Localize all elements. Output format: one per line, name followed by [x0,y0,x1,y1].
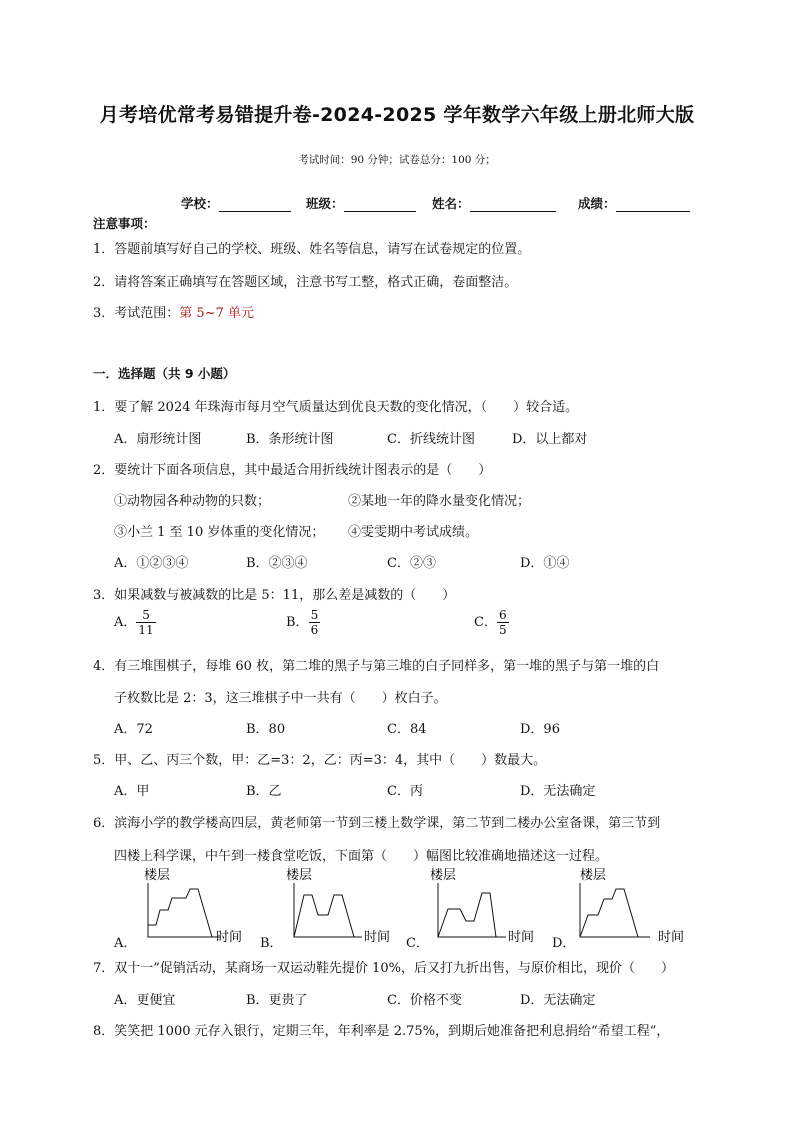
q6-stem-line-2: 四楼上科学课，中午到一楼食堂吃饭，下面第（ ）幅图比较准确地描述这一过程。 [114,849,609,864]
exam-meta: 考试时间：90 分钟；试卷总分：100 分； [298,154,496,166]
q5-option-b[interactable]: B．乙 [246,784,282,799]
q6-option-b[interactable]: B． [260,936,283,951]
q3-option-c[interactable] [474,608,509,637]
score-blank[interactable] [616,197,690,212]
q3-stem: 3．如果减数与被减数的比是 5：11，那么差是减数的（ ） [93,588,456,603]
q5-stem: 5．甲、乙、丙三个数，甲：乙=3：2，乙：丙=3：4，其中（ ）数最大。 [93,753,547,768]
q7-option-c[interactable]: C．价格不变 [387,993,462,1008]
q5-option-a[interactable]: A．甲 [114,784,150,799]
q6-d-ylabel: 楼层 [580,868,607,883]
q2-item-1: ①动物园各种动物的只数； [114,494,271,509]
q3-option-b-label: B． [286,615,309,630]
exam-range: 第 5~7 单元 [179,306,254,321]
page-title: 月考培优常考易错提升卷-2024-2025 学年数学六年级上册北师大版 [99,104,695,126]
q3-option-b-fraction [309,608,321,637]
name-blank[interactable] [470,197,556,212]
q3-c-numerator: 6 [498,608,507,622]
q2-option-d[interactable]: D．①④ [520,556,570,571]
q3-a-denominator: 11 [138,623,154,637]
q2-option-b[interactable]: B．②③④ [246,556,308,571]
q7-option-b[interactable]: B．更贵了 [246,993,308,1008]
q2-item-4: ④雯雯期中考试成绩。 [348,525,479,540]
q6-a-line [148,889,212,937]
q6-d-line [580,889,638,937]
school-blank[interactable] [219,197,291,212]
score-label: 成绩： [578,196,616,211]
q6-option-c[interactable]: C． [406,936,429,951]
notice-heading: 注意事项： [93,216,156,231]
q6-c-line [438,893,496,937]
q5-option-c[interactable]: C．丙 [387,784,423,799]
q2-item-2: ②某地一年的降水量变化情况； [348,494,531,509]
class-blank[interactable] [344,197,416,212]
q1-option-d[interactable]: D．以上都对 [512,432,588,447]
q3-option-a[interactable] [114,608,156,637]
notice-item-2: 2．请将答案正确填写在答题区域，注意书写工整，格式正确，卷面整洁。 [93,275,518,290]
q3-option-c-fraction [497,608,509,637]
class-field[interactable] [306,194,416,212]
q7-option-d[interactable]: D．无法确定 [520,993,596,1008]
q3-c-denominator: 5 [498,623,507,637]
q6-b-xlabel: 时间 [364,930,391,945]
notice-item-3-prefix: 3．考试范围： [93,306,180,321]
school-label: 学校： [181,196,219,211]
notice-item-3 [93,302,254,321]
q3-option-b[interactable] [286,608,320,637]
name-field[interactable] [432,194,556,212]
q2-option-a[interactable]: A．①②③④ [114,556,189,571]
q6-c-xlabel: 时间 [508,930,535,945]
q6-d-xlabel: 时间 [658,930,685,945]
q3-option-c-label: C． [474,615,497,630]
section-heading: 一．选择题（共 9 小题） [93,366,236,381]
q3-option-a-fraction [136,608,155,637]
q6-c-ylabel: 楼层 [430,868,457,883]
q6-option-d[interactable]: D． [552,936,576,951]
q6-stem-line-1: 6．滨海小学的教学楼高四层，黄老师第一节到三楼上数学课，第二节到二楼办公室备课，第三节到 [93,816,661,831]
q6-b-ylabel: 楼层 [286,868,313,883]
q6-c-axes [438,883,506,937]
q6-chart-b [276,865,402,945]
q7-option-a[interactable]: A．更便宜 [114,993,176,1008]
q6-option-a[interactable]: A． [114,936,137,951]
class-label: 班级： [306,196,344,211]
q3-a-numerator: 5 [136,608,155,623]
score-field[interactable] [578,194,690,212]
q1-option-c[interactable]: C．折线统计图 [387,432,475,447]
school-field[interactable] [181,194,291,212]
q1-option-a[interactable]: A．扇形统计图 [114,432,202,447]
q6-chart-c [420,865,546,945]
q4-option-d[interactable]: D．96 [520,722,560,737]
q4-stem-line-1: 4．有三堆围棋子，每堆 60 枚，第二堆的黑子与第三堆的白子同样多，第一堆的黑子与第一堆的白 [93,659,660,674]
name-label: 姓名： [432,196,470,211]
q3-b-numerator: 5 [310,608,319,622]
q6-chart-d [566,865,696,945]
q7-stem: 7．双十一”促销活动，某商场一双运动鞋先提价 10%，后又打九折出售，与原价相比，现价（ ） [93,961,674,976]
q6-b-line [294,895,354,937]
q2-option-c[interactable]: C．②③ [387,556,436,571]
notice-item-1: 1．答题前填写好自己的学校、班级、姓名等信息，请写在试卷规定的位置。 [93,242,531,257]
q4-option-b[interactable]: B．80 [246,722,286,737]
q6-a-xlabel: 时间 [216,930,243,945]
q3-option-a-label: A． [114,615,137,630]
q1-stem: 1．要了解 2024 年珠海市每月空气质量达到优良天数的变化情况，（ ）较合适。 [93,400,579,415]
q3-b-denominator: 6 [310,623,319,637]
q5-option-d[interactable]: D．无法确定 [520,784,596,799]
q2-item-3: ③小兰 1 至 10 岁体重的变化情况； [114,525,325,540]
q6-chart-a [130,865,250,945]
q8-stem: 8．笑笑把 1000 元存入银行，定期三年，年利率是 2.75%，到期后她准备把利息捐给“希望工程”， [93,1024,670,1039]
q1-option-b[interactable]: B．条形统计图 [246,432,334,447]
q6-a-ylabel: 楼层 [144,868,171,883]
q2-stem: 2．要统计下面各项信息，其中最适合用折线统计图表示的是（ ） [93,463,492,478]
q4-option-c[interactable]: C．84 [387,722,427,737]
q4-stem-line-2: 子枚数比是 2：3，这三堆棋子中一共有（ ）枚白子。 [114,691,447,706]
q4-option-a[interactable]: A．72 [114,722,153,737]
